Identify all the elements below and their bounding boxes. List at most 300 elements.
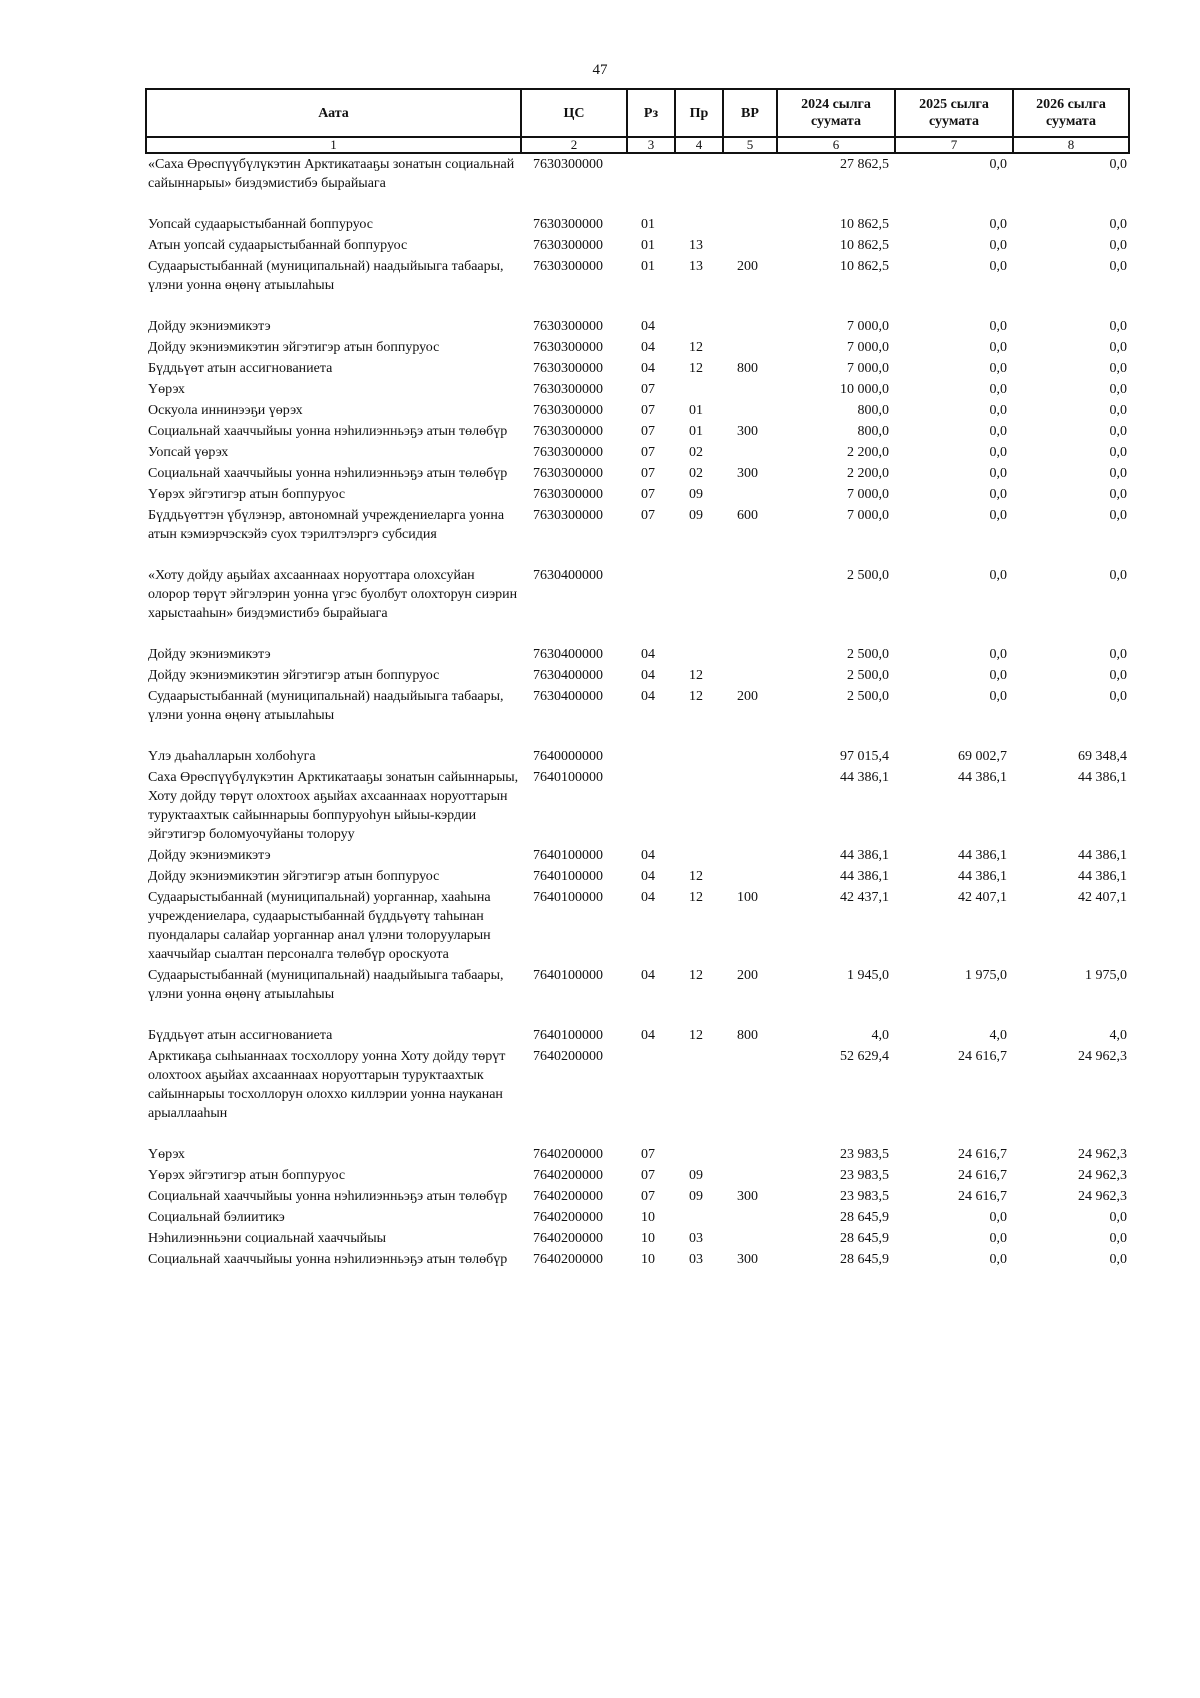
table-row bbox=[146, 153, 1129, 214]
row-cs: 7630300000 bbox=[533, 361, 603, 376]
row-vr bbox=[723, 644, 777, 665]
row-amount-2025: 0,0 bbox=[989, 217, 1007, 232]
row-pr: 09 bbox=[689, 1189, 703, 1204]
row-amount-2025: 44 386,1 bbox=[958, 848, 1007, 863]
row-vr bbox=[723, 379, 777, 400]
row-amount-2024: 97 015,4 bbox=[840, 749, 889, 764]
row-cs: 7640100000 bbox=[533, 869, 603, 884]
row-amount-2025: 0,0 bbox=[989, 259, 1007, 274]
row-cs: 7630300000 bbox=[533, 466, 603, 481]
row-pr bbox=[675, 644, 723, 665]
table-row bbox=[146, 358, 1129, 379]
row-rz: 04 bbox=[641, 890, 655, 905]
row-rz: 04 bbox=[641, 647, 655, 662]
row-vr bbox=[723, 767, 777, 845]
row-pr bbox=[675, 379, 723, 400]
table-row bbox=[146, 1249, 1129, 1270]
row-amount-2026: 24 962,3 bbox=[1078, 1147, 1127, 1162]
row-cs: 7630400000 bbox=[533, 647, 603, 662]
row-pr bbox=[675, 845, 723, 866]
row-cs: 7630300000 bbox=[533, 487, 603, 502]
row-amount-2026: 44 386,1 bbox=[1078, 770, 1127, 785]
row-vr bbox=[723, 665, 777, 686]
table-row bbox=[146, 1165, 1129, 1186]
row-amount-2025: 0,0 bbox=[989, 568, 1007, 583]
column-number-row bbox=[146, 137, 1129, 153]
row-amount-2025: 0,0 bbox=[989, 445, 1007, 460]
column-number: 8 bbox=[1013, 137, 1129, 153]
row-pr: 12 bbox=[689, 689, 703, 704]
row-rz: 04 bbox=[641, 319, 655, 334]
row-amount-2026: 0,0 bbox=[1109, 157, 1127, 172]
row-amount-2026: 42 407,1 bbox=[1078, 890, 1127, 905]
table-row bbox=[146, 746, 1129, 767]
row-amount-2026: 44 386,1 bbox=[1078, 848, 1127, 863]
row-pr: 12 bbox=[689, 668, 703, 683]
row-amount-2026: 0,0 bbox=[1109, 568, 1127, 583]
table-row bbox=[146, 421, 1129, 442]
row-amount-2026: 4,0 bbox=[1109, 1028, 1127, 1043]
row-amount-2026: 0,0 bbox=[1109, 689, 1127, 704]
row-name: Социальнай хааччыйыы уонна нэһилиэнньэҕэ атын төлөбүр bbox=[148, 424, 508, 439]
row-amount-2025: 69 002,7 bbox=[958, 749, 1007, 764]
row-amount-2026: 0,0 bbox=[1109, 647, 1127, 662]
row-pr: 09 bbox=[689, 487, 703, 502]
row-name: Социальнай хааччыйыы уонна нэһилиэнньэҕэ атын төлөбүр bbox=[148, 466, 508, 481]
row-vr bbox=[723, 214, 777, 235]
row-amount-2025: 0,0 bbox=[989, 403, 1007, 418]
table-row bbox=[146, 767, 1129, 845]
row-amount-2026: 0,0 bbox=[1109, 361, 1127, 376]
row-amount-2026: 0,0 bbox=[1109, 1231, 1127, 1246]
row-amount-2026: 0,0 bbox=[1109, 668, 1127, 683]
header-rz: Рз bbox=[627, 89, 675, 137]
row-amount-2026: 0,0 bbox=[1109, 319, 1127, 334]
row-vr bbox=[723, 484, 777, 505]
row-name: Дойду экэниэмикэтэ bbox=[148, 647, 271, 662]
row-amount-2026: 24 962,3 bbox=[1078, 1189, 1127, 1204]
row-vr: 300 bbox=[737, 1252, 758, 1267]
row-rz bbox=[627, 746, 675, 767]
row-pr: 09 bbox=[689, 1168, 703, 1183]
table-row bbox=[146, 965, 1129, 1025]
row-name: Судаарыстыбаннай (муниципальнай) наадыйыыга табаары, үлэни уонна өңөнү атыылаһыы bbox=[148, 968, 504, 1002]
row-rz bbox=[627, 1046, 675, 1144]
table-row bbox=[146, 1228, 1129, 1249]
row-pr: 01 bbox=[689, 403, 703, 418]
column-number: 5 bbox=[723, 137, 777, 153]
row-amount-2024: 7 000,0 bbox=[847, 319, 889, 334]
row-name: Дойду экэниэмикэтин эйгэтигэр атын боппуруос bbox=[148, 340, 440, 355]
row-amount-2025: 0,0 bbox=[989, 361, 1007, 376]
row-amount-2024: 800,0 bbox=[857, 403, 889, 418]
row-pr: 12 bbox=[689, 968, 703, 983]
row-rz: 07 bbox=[641, 382, 655, 397]
row-amount-2026: 1 975,0 bbox=[1085, 968, 1127, 983]
table-row bbox=[146, 887, 1129, 965]
table-header-row bbox=[146, 89, 1129, 137]
row-rz: 07 bbox=[641, 403, 655, 418]
row-amount-2026: 0,0 bbox=[1109, 259, 1127, 274]
header-cs: ЦС bbox=[521, 89, 627, 137]
row-amount-2024: 28 645,9 bbox=[840, 1210, 889, 1225]
table-row bbox=[146, 665, 1129, 686]
row-cs: 7630300000 bbox=[533, 382, 603, 397]
row-cs: 7630300000 bbox=[533, 217, 603, 232]
row-vr bbox=[723, 442, 777, 463]
row-name: Атын уопсай судаарыстыбаннай боппуруос bbox=[148, 238, 408, 253]
row-pr bbox=[675, 767, 723, 845]
table-row bbox=[146, 505, 1129, 565]
row-cs: 7640100000 bbox=[533, 968, 603, 983]
row-pr: 03 bbox=[689, 1231, 703, 1246]
row-amount-2025: 4,0 bbox=[989, 1028, 1007, 1043]
row-amount-2026: 0,0 bbox=[1109, 1252, 1127, 1267]
row-vr bbox=[723, 1165, 777, 1186]
row-vr bbox=[723, 565, 777, 644]
row-rz: 07 bbox=[641, 466, 655, 481]
table-row bbox=[146, 866, 1129, 887]
header-2024: 2024 сылга суумата bbox=[777, 89, 895, 137]
row-amount-2025: 0,0 bbox=[989, 1252, 1007, 1267]
row-amount-2026: 0,0 bbox=[1109, 217, 1127, 232]
row-name: Социальнай бэлиитикэ bbox=[148, 1210, 285, 1225]
row-vr bbox=[723, 866, 777, 887]
row-name: Үөрэх bbox=[148, 1147, 185, 1162]
row-rz: 04 bbox=[641, 869, 655, 884]
column-number: 4 bbox=[675, 137, 723, 153]
row-cs: 7630300000 bbox=[533, 424, 603, 439]
row-amount-2024: 7 000,0 bbox=[847, 508, 889, 523]
row-amount-2025: 1 975,0 bbox=[965, 968, 1007, 983]
row-amount-2024: 2 500,0 bbox=[847, 647, 889, 662]
row-rz bbox=[627, 767, 675, 845]
row-vr: 800 bbox=[737, 361, 758, 376]
table-row bbox=[146, 845, 1129, 866]
row-name: Социальнай хааччыйыы уонна нэһилиэнньэҕэ атын төлөбүр bbox=[148, 1189, 508, 1204]
row-name: Уопсай үөрэх bbox=[148, 445, 229, 460]
row-name: Нэһилиэнньэни социальнай хааччыйыы bbox=[148, 1231, 387, 1246]
row-pr: 01 bbox=[689, 424, 703, 439]
header-vr: ВР bbox=[723, 89, 777, 137]
row-vr bbox=[723, 316, 777, 337]
row-amount-2024: 23 983,5 bbox=[840, 1147, 889, 1162]
row-cs: 7640200000 bbox=[533, 1168, 603, 1183]
row-rz: 10 bbox=[641, 1231, 655, 1246]
row-rz: 01 bbox=[641, 217, 655, 232]
row-cs: 7640100000 bbox=[533, 1028, 603, 1043]
row-amount-2024: 10 862,5 bbox=[840, 259, 889, 274]
row-amount-2026: 44 386,1 bbox=[1078, 869, 1127, 884]
row-pr: 12 bbox=[689, 890, 703, 905]
row-amount-2026: 0,0 bbox=[1109, 445, 1127, 460]
row-cs: 7640200000 bbox=[533, 1147, 603, 1162]
row-amount-2026: 0,0 bbox=[1109, 382, 1127, 397]
row-amount-2025: 0,0 bbox=[989, 319, 1007, 334]
row-amount-2024: 28 645,9 bbox=[840, 1231, 889, 1246]
row-amount-2026: 0,0 bbox=[1109, 424, 1127, 439]
row-amount-2026: 0,0 bbox=[1109, 508, 1127, 523]
row-name: Саха Өрөспүүбүлүкэтин Арктикатааҕы зонатын сайыннарыы, Хоту дойду төрүт олохтоох аҕыйах ахсааннаах норуоттарын туруктаахтык сайыннарыы боппуруоһун ыйыы-кэрдии эйгэтигэр боломуочуйаны толоруу bbox=[148, 770, 519, 842]
row-amount-2024: 2 200,0 bbox=[847, 466, 889, 481]
row-name: Судаарыстыбаннай (муниципальнай) наадыйыыга табаары, үлэни уонна өңөнү атыылаһыы bbox=[148, 259, 504, 293]
table-row bbox=[146, 235, 1129, 256]
row-amount-2024: 7 000,0 bbox=[847, 487, 889, 502]
row-name: Бүддьүөттэн үбүлэнэр, автономнай учреждениеларга уонна атын кэмиэрчэскэйэ суох тэрилтэлэргэ субсидия bbox=[148, 508, 505, 542]
row-rz: 07 bbox=[641, 445, 655, 460]
row-cs: 7640200000 bbox=[533, 1252, 603, 1267]
row-amount-2025: 0,0 bbox=[989, 238, 1007, 253]
row-vr bbox=[723, 153, 777, 214]
row-name: Дойду экэниэмикэтэ bbox=[148, 319, 271, 334]
row-rz: 07 bbox=[641, 1147, 655, 1162]
row-cs: 7640100000 bbox=[533, 848, 603, 863]
row-rz: 01 bbox=[641, 259, 655, 274]
row-vr bbox=[723, 1046, 777, 1144]
row-amount-2024: 7 000,0 bbox=[847, 361, 889, 376]
row-amount-2024: 44 386,1 bbox=[840, 848, 889, 863]
row-cs: 7630300000 bbox=[533, 238, 603, 253]
row-name: Үлэ дьаһалларын холбоһуга bbox=[148, 749, 316, 764]
row-cs: 7640200000 bbox=[533, 1189, 603, 1204]
row-rz: 07 bbox=[641, 487, 655, 502]
table-row bbox=[146, 337, 1129, 358]
row-amount-2025: 0,0 bbox=[989, 1210, 1007, 1225]
column-number: 2 bbox=[521, 137, 627, 153]
row-name: Дойду экэниэмикэтин эйгэтигэр атын боппуруос bbox=[148, 668, 440, 683]
row-amount-2024: 44 386,1 bbox=[840, 770, 889, 785]
table-row bbox=[146, 1025, 1129, 1046]
row-vr: 800 bbox=[737, 1028, 758, 1043]
row-amount-2025: 44 386,1 bbox=[958, 770, 1007, 785]
row-cs: 7630300000 bbox=[533, 403, 603, 418]
row-amount-2025: 0,0 bbox=[989, 487, 1007, 502]
row-amount-2025: 0,0 bbox=[989, 424, 1007, 439]
row-name: Социальнай хааччыйыы уонна нэһилиэнньэҕэ атын төлөбүр bbox=[148, 1252, 508, 1267]
header-2025: 2025 сылга суумата bbox=[895, 89, 1013, 137]
row-amount-2025: 0,0 bbox=[989, 689, 1007, 704]
row-amount-2024: 800,0 bbox=[857, 424, 889, 439]
row-cs: 7630400000 bbox=[533, 668, 603, 683]
row-vr: 300 bbox=[737, 424, 758, 439]
row-pr bbox=[675, 316, 723, 337]
row-vr: 300 bbox=[737, 466, 758, 481]
row-pr: 13 bbox=[689, 238, 703, 253]
table-row bbox=[146, 686, 1129, 746]
row-amount-2026: 0,0 bbox=[1109, 238, 1127, 253]
row-cs: 7630300000 bbox=[533, 508, 603, 523]
row-pr: 12 bbox=[689, 361, 703, 376]
header-pr: Пр bbox=[675, 89, 723, 137]
row-rz: 04 bbox=[641, 1028, 655, 1043]
budget-table bbox=[145, 88, 1130, 1270]
row-cs: 7640200000 bbox=[533, 1049, 603, 1064]
row-vr bbox=[723, 746, 777, 767]
table-row bbox=[146, 1144, 1129, 1165]
row-rz bbox=[627, 565, 675, 644]
row-rz: 04 bbox=[641, 848, 655, 863]
row-vr: 200 bbox=[737, 259, 758, 274]
column-number: 3 bbox=[627, 137, 675, 153]
row-rz: 04 bbox=[641, 361, 655, 376]
row-amount-2024: 52 629,4 bbox=[840, 1049, 889, 1064]
row-pr: 03 bbox=[689, 1252, 703, 1267]
row-cs: 7640100000 bbox=[533, 770, 603, 785]
row-amount-2024: 23 983,5 bbox=[840, 1168, 889, 1183]
row-amount-2025: 0,0 bbox=[989, 157, 1007, 172]
row-name: Дойду экэниэмикэтин эйгэтигэр атын боппуруос bbox=[148, 869, 440, 884]
row-name: Уопсай судаарыстыбаннай боппуруос bbox=[148, 217, 373, 232]
table-row bbox=[146, 644, 1129, 665]
row-rz: 04 bbox=[641, 689, 655, 704]
row-amount-2026: 0,0 bbox=[1109, 466, 1127, 481]
row-name: Бүддьүөт атын ассигнованиета bbox=[148, 1028, 333, 1043]
row-amount-2025: 24 616,7 bbox=[958, 1147, 1007, 1162]
row-rz: 04 bbox=[641, 968, 655, 983]
row-cs: 7630400000 bbox=[533, 689, 603, 704]
row-cs: 7630300000 bbox=[533, 445, 603, 460]
table-row bbox=[146, 484, 1129, 505]
row-vr bbox=[723, 1207, 777, 1228]
row-vr bbox=[723, 845, 777, 866]
row-name: Оскуола иннинээҕи үөрэх bbox=[148, 403, 303, 418]
table-row bbox=[146, 1186, 1129, 1207]
table-row bbox=[146, 400, 1129, 421]
row-amount-2025: 0,0 bbox=[989, 466, 1007, 481]
row-cs: 7640000000 bbox=[533, 749, 603, 764]
row-pr bbox=[675, 153, 723, 214]
row-rz: 07 bbox=[641, 1168, 655, 1183]
row-amount-2025: 24 616,7 bbox=[958, 1168, 1007, 1183]
row-name: Дойду экэниэмикэтэ bbox=[148, 848, 271, 863]
row-amount-2024: 44 386,1 bbox=[840, 869, 889, 884]
row-amount-2026: 24 962,3 bbox=[1078, 1168, 1127, 1183]
row-amount-2025: 24 616,7 bbox=[958, 1189, 1007, 1204]
row-cs: 7640100000 bbox=[533, 890, 603, 905]
table-row bbox=[146, 442, 1129, 463]
header-2026: 2026 сылга суумата bbox=[1013, 89, 1129, 137]
row-cs: 7630300000 bbox=[533, 340, 603, 355]
row-amount-2025: 0,0 bbox=[989, 340, 1007, 355]
row-name: Үөрэх эйгэтигэр атын боппуруос bbox=[148, 1168, 346, 1183]
row-rz: 01 bbox=[641, 238, 655, 253]
row-vr: 200 bbox=[737, 689, 758, 704]
row-amount-2024: 28 645,9 bbox=[840, 1252, 889, 1267]
row-amount-2026: 69 348,4 bbox=[1078, 749, 1127, 764]
row-amount-2026: 0,0 bbox=[1109, 1210, 1127, 1225]
row-cs: 7640200000 bbox=[533, 1231, 603, 1246]
row-pr bbox=[675, 746, 723, 767]
row-name: Судаарыстыбаннай (муниципальнай) наадыйыыга табаары, үлэни уонна өңөнү атыылаһыы bbox=[148, 689, 504, 723]
row-pr bbox=[675, 1207, 723, 1228]
row-amount-2025: 0,0 bbox=[989, 1231, 1007, 1246]
row-amount-2026: 24 962,3 bbox=[1078, 1049, 1127, 1064]
row-amount-2024: 2 500,0 bbox=[847, 668, 889, 683]
row-rz: 10 bbox=[641, 1210, 655, 1225]
row-pr: 12 bbox=[689, 340, 703, 355]
row-cs: 7630300000 bbox=[533, 259, 603, 274]
row-cs: 7630300000 bbox=[533, 319, 603, 334]
row-vr bbox=[723, 235, 777, 256]
row-pr: 13 bbox=[689, 259, 703, 274]
row-amount-2024: 2 500,0 bbox=[847, 689, 889, 704]
row-pr: 02 bbox=[689, 466, 703, 481]
column-number: 6 bbox=[777, 137, 895, 153]
row-rz: 07 bbox=[641, 508, 655, 523]
row-vr: 300 bbox=[737, 1189, 758, 1204]
row-amount-2024: 10 862,5 bbox=[840, 238, 889, 253]
row-name: Судаарыстыбаннай (муниципальнай) уорганнар, хааһына учреждениелара, судаарыстыбаннай бүддьүөтү таһынан пуондалары салайар уорганнар анал үлэни толорууларын хааччыйар сыалтан персоналга төлөбүр ороскуота bbox=[148, 890, 491, 962]
row-name: Бүддьүөт атын ассигнованиета bbox=[148, 361, 333, 376]
row-vr: 100 bbox=[737, 890, 758, 905]
row-pr: 12 bbox=[689, 869, 703, 884]
table-row bbox=[146, 256, 1129, 316]
column-number: 7 bbox=[895, 137, 1013, 153]
row-pr: 12 bbox=[689, 1028, 703, 1043]
row-name: «Хоту дойду аҕыйах ахсааннаах норуоттара олохсуйан олорор төрүт эйгэлэрин уонна үгэс буолбут олохторун сиэрин харыстааһын» биэдэмистибэ бырайыага bbox=[148, 568, 518, 621]
table-row bbox=[146, 316, 1129, 337]
row-amount-2024: 10 862,5 bbox=[840, 217, 889, 232]
row-amount-2025: 24 616,7 bbox=[958, 1049, 1007, 1064]
row-amount-2026: 0,0 bbox=[1109, 403, 1127, 418]
row-amount-2025: 42 407,1 bbox=[958, 890, 1007, 905]
row-vr: 200 bbox=[737, 968, 758, 983]
row-vr bbox=[723, 400, 777, 421]
row-pr bbox=[675, 565, 723, 644]
row-name: Арктикаҕа сыһыаннаах тосхоллору уонна Хоту дойду төрүт олохтоох аҕыйах ахсааннаах норуоттарын туруктаахтык сайыннарыы тосхоллорун олоххо киллэрии уонна науканан арыаллааһын bbox=[148, 1049, 506, 1121]
row-rz: 07 bbox=[641, 424, 655, 439]
row-rz: 04 bbox=[641, 668, 655, 683]
header-name: Аата bbox=[146, 89, 521, 137]
row-amount-2024: 2 200,0 bbox=[847, 445, 889, 460]
row-vr: 600 bbox=[737, 508, 758, 523]
row-amount-2025: 0,0 bbox=[989, 668, 1007, 683]
table-body bbox=[146, 153, 1129, 1270]
table-row bbox=[146, 565, 1129, 644]
row-name: Үөрэх эйгэтигэр атын боппуруос bbox=[148, 487, 346, 502]
row-amount-2026: 0,0 bbox=[1109, 340, 1127, 355]
row-rz: 10 bbox=[641, 1252, 655, 1267]
row-amount-2024: 4,0 bbox=[871, 1028, 889, 1043]
column-number: 1 bbox=[146, 137, 521, 153]
row-vr bbox=[723, 1144, 777, 1165]
row-amount-2025: 44 386,1 bbox=[958, 869, 1007, 884]
row-cs: 7630400000 bbox=[533, 568, 603, 583]
row-rz bbox=[627, 153, 675, 214]
row-rz: 04 bbox=[641, 340, 655, 355]
row-amount-2024: 23 983,5 bbox=[840, 1189, 889, 1204]
row-amount-2024: 2 500,0 bbox=[847, 568, 889, 583]
row-amount-2024: 10 000,0 bbox=[840, 382, 889, 397]
row-pr: 02 bbox=[689, 445, 703, 460]
row-pr bbox=[675, 214, 723, 235]
row-pr bbox=[675, 1046, 723, 1144]
row-cs: 7640200000 bbox=[533, 1210, 603, 1225]
row-name: «Саха Өрөспүүбүлүкэтин Арктикатааҕы зонатын социальнай сайыннарыы» биэдэмистибэ бырайыага bbox=[148, 157, 515, 191]
row-amount-2025: 0,0 bbox=[989, 647, 1007, 662]
row-amount-2024: 1 945,0 bbox=[847, 968, 889, 983]
table-row bbox=[146, 1046, 1129, 1144]
row-amount-2025: 0,0 bbox=[989, 508, 1007, 523]
row-amount-2025: 0,0 bbox=[989, 382, 1007, 397]
row-amount-2024: 27 862,5 bbox=[840, 157, 889, 172]
row-pr bbox=[675, 1144, 723, 1165]
row-vr bbox=[723, 337, 777, 358]
row-cs: 7630300000 bbox=[533, 157, 603, 172]
table-row bbox=[146, 214, 1129, 235]
row-amount-2026: 0,0 bbox=[1109, 487, 1127, 502]
table-row bbox=[146, 1207, 1129, 1228]
